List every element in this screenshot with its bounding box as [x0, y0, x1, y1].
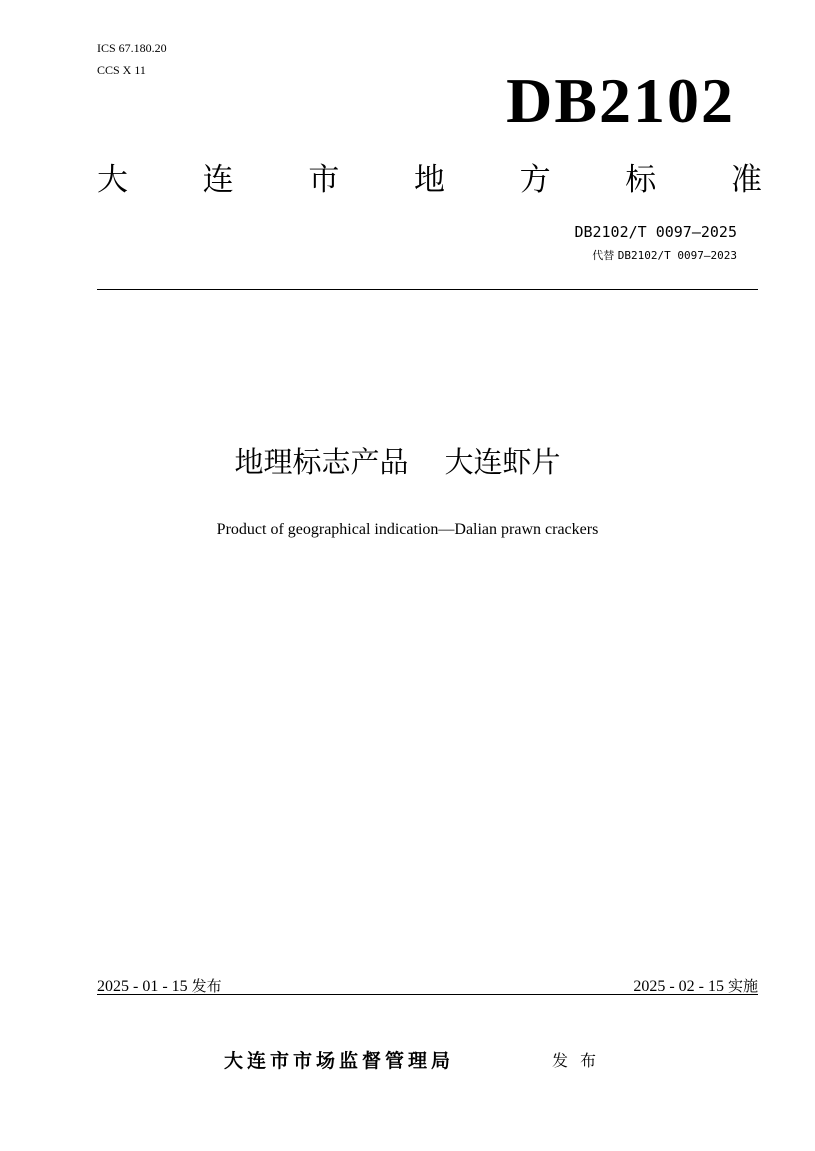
standard-type-char: 准 [730, 162, 762, 198]
standard-type-char: 大 [97, 162, 128, 198]
standard-type-char: 标 [625, 162, 657, 198]
footer-divider [97, 994, 758, 995]
title-cn-part1: 地理标志产品 [234, 445, 409, 479]
title-cn-part2: 大连虾片 [444, 445, 561, 479]
standard-type-char: 市 [308, 162, 340, 198]
standard-type-char: 地 [413, 162, 445, 198]
header-divider [97, 289, 758, 290]
implement-date-value: 2025 - 02 - 15 [633, 978, 724, 995]
standard-logo: DB2102 [506, 65, 735, 136]
publish-date-value: 2025 - 01 - 15 [97, 978, 188, 995]
issue-word: 发布 [552, 1051, 609, 1070]
standard-number: DB2102/T 0097—2025 [574, 223, 737, 241]
replaces-label: 代替 [592, 249, 615, 262]
implement-word: 实施 [727, 977, 758, 995]
replaces-line [592, 248, 737, 264]
issuing-authority: 大连市市场监督管理局 [224, 1050, 455, 1072]
ccs-code: CCS X 11 [97, 63, 146, 77]
standard-type-char: 连 [202, 162, 234, 198]
standard-type-char: 方 [519, 162, 551, 198]
publish-word: 发布 [191, 977, 222, 995]
standard-type-heading [97, 158, 762, 202]
replaces-number: DB2102/T 0097—2023 [617, 249, 737, 262]
ics-code: ICS 67.180.20 [97, 41, 167, 55]
document-title-cn [0, 440, 795, 484]
document-title-en: Product of geographical indication—Dalian prawn crackers [216, 521, 599, 538]
